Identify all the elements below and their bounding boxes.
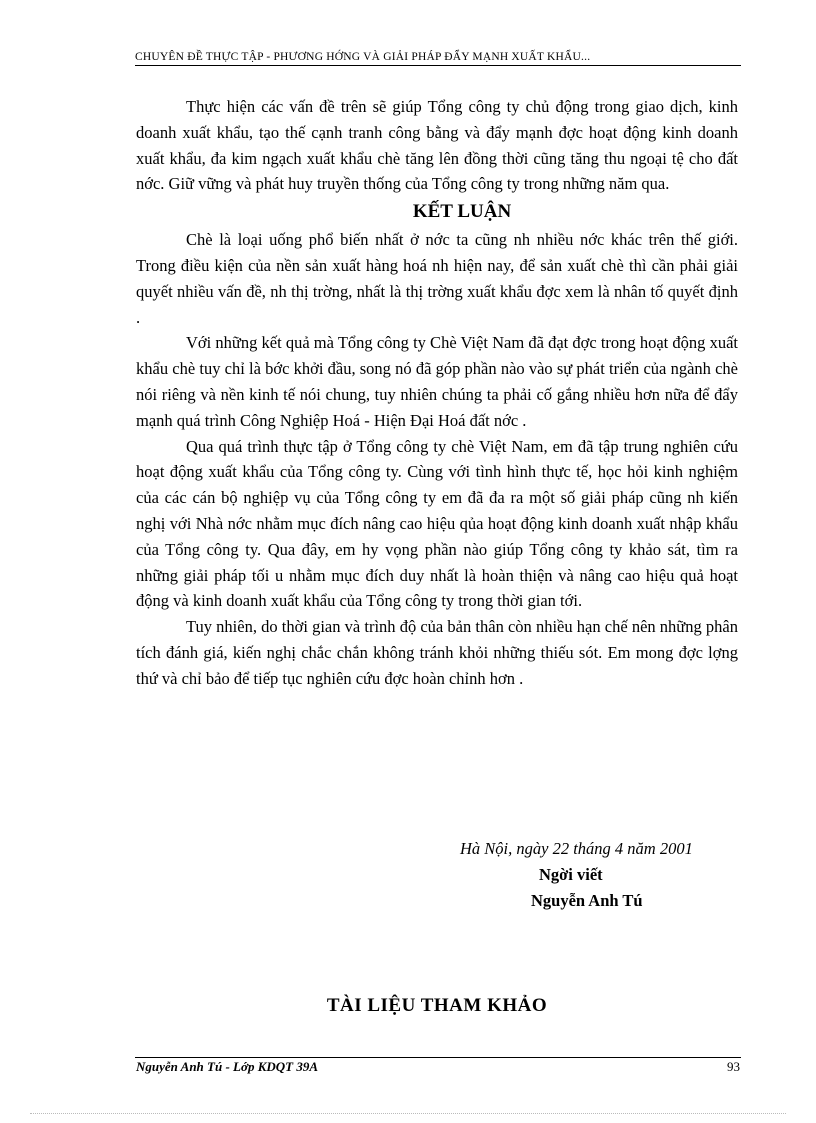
conclusion-paragraph-3: Qua quá trình thực tập ở Tổng công ty chè Việt Nam, em đã tập trung nghiên cứu hoạt động xuất khẩu của Tổng công ty. Cùng với tình hình thực tế, học hỏi kinh nghiệm của các cán bộ nghiệp vụ của Tổng công ty em đã đa ra một số giải pháp cũng nh kiến nghị với Nhà nớc nhằm mục đích nâng cao hiệu qủa hoạt động kinh doanh xuất nhập khẩu của Tổng công ty. Qua đây, em hy vọng phần nào giúp Tổng công ty khảo sát, tìm ra những giải pháp tối u nhằm mục đích duy nhất là hoàn thiện và nâng cao hiệu quả hoạt động và kinh doanh xuất khẩu của Tổng công ty trong thời gian tới. xyxy=(136,436,738,611)
body-text xyxy=(136,94,738,692)
footer-divider xyxy=(135,1057,741,1058)
running-header: CHUYÊN ĐỀ THỰC TẬP - PHƯƠNG HỚNG VÀ GIẢI PHÁP ĐẨY MẠNH XUẤT KHẨU... xyxy=(135,50,741,66)
page-boundary-dotted xyxy=(30,1113,786,1114)
footer-author: Nguyễn Anh Tú - Lớp KDQT 39A xyxy=(136,1059,319,1074)
references-heading: TÀI LIỆU THAM KHẢO xyxy=(326,995,548,1016)
signature-author: Nguyễn Anh Tú xyxy=(531,891,643,910)
conclusion-paragraph-4: Tuy nhiên, do thời gian và trình độ của bản thân còn nhiều hạn chế nên những phân tích đánh giá, kiến nghị chắc chắn không tránh khỏi những thiếu sót. Em mong đợc lợng thứ và chỉ bảo để tiếp tục nghiên cứu đợc hoàn chỉnh hơn . xyxy=(136,617,738,688)
page-number: 93 xyxy=(727,1059,740,1074)
place-date: Hà Nội, ngày 22 tháng 4 năm 2001 xyxy=(460,839,693,858)
intro-paragraph: Thực hiện các vấn đề trên sẽ giúp Tổng công ty chủ động trong giao dịch, kinh doanh xuất khẩu, tạo thế cạnh tranh công bằng và đẩy mạnh đợc hoạt động kinh doanh xuất khẩu, đa kim ngạch xuất khẩu chè tăng lên đồng thời cũng tăng thu ngoại tệ cho đất nớc. Giữ vững và phát huy truyền thống của Tổng công ty trong những năm qua. xyxy=(136,97,738,194)
conclusion-paragraph-2: Với những kết quả mà Tổng công ty Chè Việt Nam đã đạt đợc trong hoạt động xuất khẩu chè tuy chỉ là bớc khởi đầu, song nó đã góp phần nào vào sự phát triển của ngành chè nói riêng và nền kinh tế nói chung, tuy nhiên chúng ta phải cố gắng nhiều hơn nữa để đẩy mạnh quá trình Công Nghiệp Hoá - Hiện Đại Hoá đất nớc . xyxy=(136,333,738,430)
signature-role: Ngời viết xyxy=(539,865,603,884)
conclusion-paragraph-1: Chè là loại uống phổ biến nhất ở nớc ta cũng nh nhiều nớc khác trên thế giới. Trong điều kiện của nền sản xuất hàng hoá nh hiện nay, để sản xuất chè thì cần phải giải quyết nhiều vấn đề, nh thị trờng, nhất là thị trờng xuất khẩu đợc xem là nhân tố quyết định . xyxy=(136,230,738,327)
signature-block xyxy=(400,836,740,914)
conclusion-heading: KẾT LUẬN xyxy=(412,201,512,223)
